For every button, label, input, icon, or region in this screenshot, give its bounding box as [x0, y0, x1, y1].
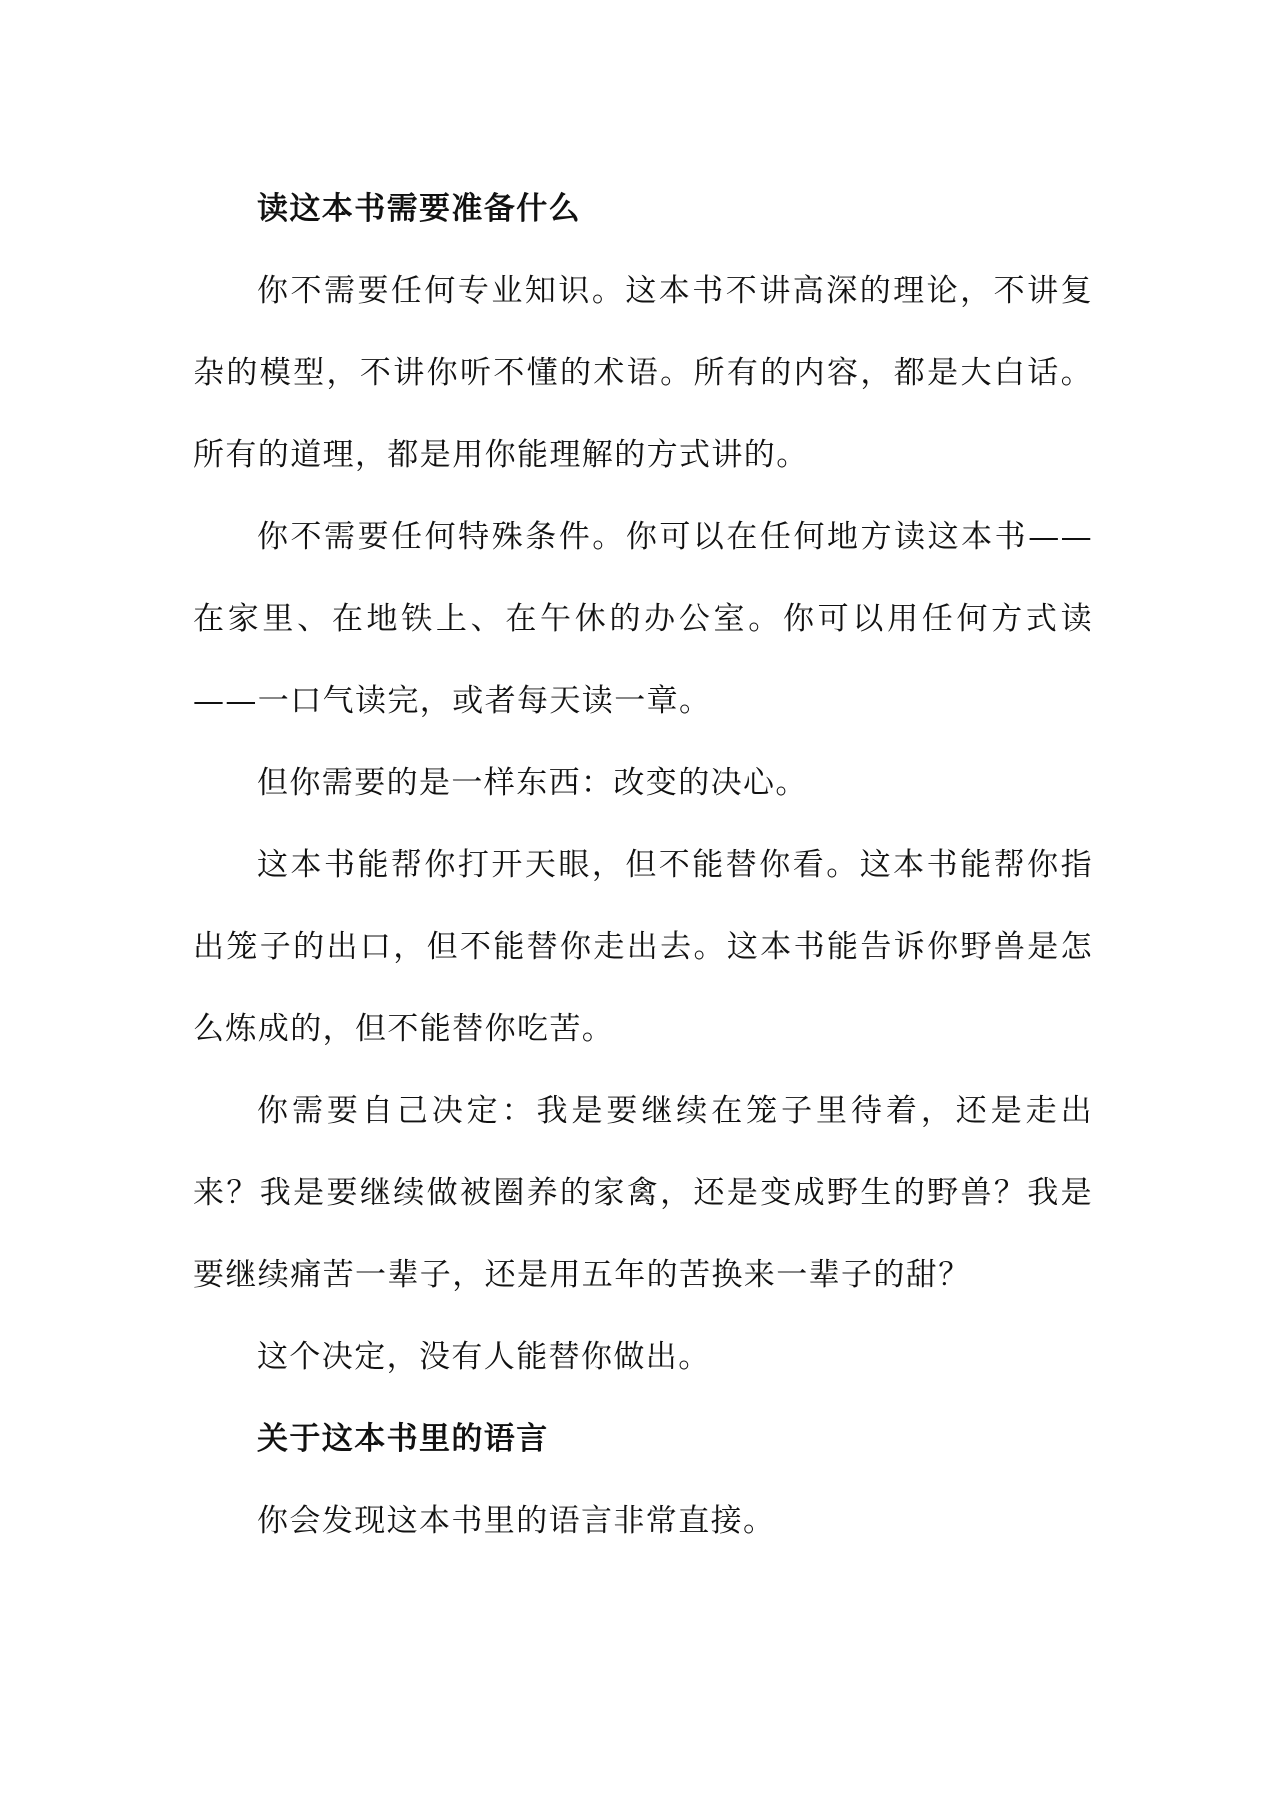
section-heading-language: 关于这本书里的语言 — [257, 1421, 549, 1457]
paragraph-book-limits: 这本书能帮你打开天眼，但不能替你看。这本书能帮你指出笼子的出口，但不能替你走出去。这本书能告诉你野兽是怎么炼成的，但不能替你吃苦。 — [193, 847, 1093, 1047]
paragraph-decide: 你需要自己决定：我是要继续在笼子里待着，还是走出来？我是要继续做被圈养的家禽，还是变成野生的野兽？我是要继续痛苦一辈子，还是用五年的苦换来一辈子的甜？ — [193, 1093, 1093, 1293]
paragraph-determination: 但你需要的是一样东西：改变的决心。 — [257, 765, 808, 801]
section-heading-preparation: 读这本书需要准备什么 — [257, 191, 581, 227]
paragraph-no-knowledge: 你不需要任何专业知识。这本书不讲高深的理论，不讲复杂的模型，不讲你听不懂的术语。所有的内容，都是大白话。所有的道理，都是用你能理解的方式讲的。 — [193, 273, 1093, 473]
paragraph-no-conditions: 你不需要任何特殊条件。你可以在任何地方读这本书——在家里、在地铁上、在午休的办公室。你可以用任何方式读——一口气读完，或者每天读一章。 — [193, 519, 1093, 719]
paragraph-nobody-else: 这个决定，没有人能替你做出。 — [257, 1339, 711, 1375]
paragraph-direct-language: 你会发现这本书里的语言非常直接。 — [257, 1503, 776, 1539]
document-body — [193, 168, 1093, 1562]
